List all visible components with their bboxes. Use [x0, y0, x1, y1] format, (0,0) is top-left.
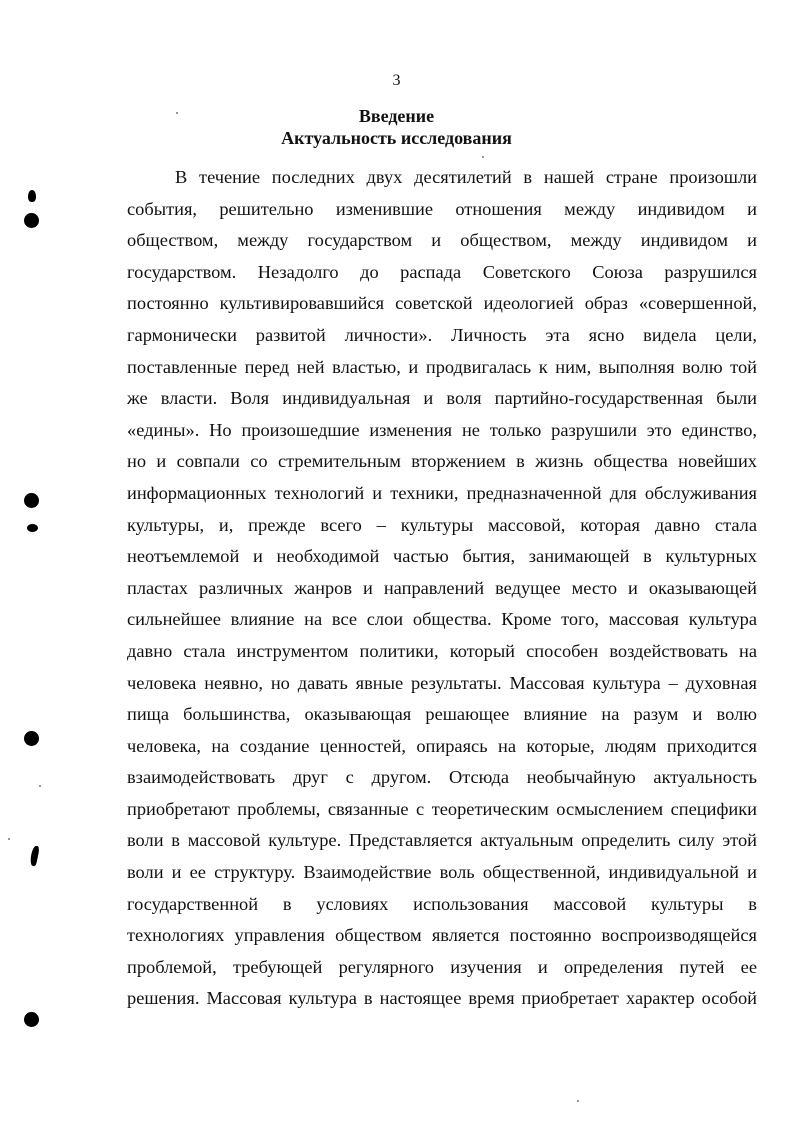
text-line: проблемой, требующей регулярного изучения и определения путей ее: [127, 956, 757, 977]
text-line: постоянно культивировавшийся советской идеологией образ «совершенной,: [127, 293, 757, 314]
punch-hole: [24, 731, 39, 746]
text-line: человека, на создание ценностей, опираясь на которые, людям приходится: [127, 735, 757, 756]
text-line: приобретают проблемы, связанные с теоретическим осмыслением специфики: [127, 798, 757, 819]
text-line: В течение последних двух десятилетий в нашей стране произошли: [175, 167, 757, 187]
punch-hole: [24, 213, 39, 228]
scan-speck: [8, 838, 10, 840]
text-line: воли в массовой культуре. Представляется актуальным определить силу этой: [127, 830, 757, 851]
body-paragraph: [127, 162, 757, 1015]
text-line: культуры, и, прежде всего – культуры массовой, которая давно стала: [127, 514, 757, 535]
text-line: пища большинства, оказывающая решающее влияние на разум и волю: [127, 704, 757, 725]
ink-smudge: [27, 524, 38, 532]
punch-hole: [24, 1012, 39, 1027]
text-line: обществом, между государством и обществом, между индивидом и: [127, 230, 757, 251]
text-line: государственной в условиях использования массовой культуры в: [127, 893, 757, 914]
text-line: сильнейшее влияние на все слои общества. Кроме того, массовая культура: [127, 609, 757, 630]
ink-smudge: [28, 190, 36, 202]
scan-speck: [482, 156, 484, 158]
text-line: гармонически развитой личности». Личность эта ясно видела цели,: [127, 324, 757, 345]
text-line: поставленные перед ней властью, и продвигалась к ним, выполняя волю той: [127, 356, 757, 377]
text-line: государством. Незадолго до распада Советского Союза разрушился: [127, 261, 757, 282]
text-line: пластах различных жанров и направлений ведущее место и оказывающей: [127, 577, 757, 598]
section-subheading: Актуальность исследования: [281, 128, 512, 148]
text-line: неотъемлемой и необходимой частью бытия, занимающей в культурных: [127, 546, 757, 567]
text-line: давно стала инструментом политики, который способен воздействовать на: [127, 640, 757, 661]
text-line: «едины». Но произошедшие изменения не только разрушили это единство,: [127, 419, 757, 440]
text-line: технологиях управления обществом является постоянно воспроизводящейся: [127, 925, 757, 946]
text-line: но и совпали со стремительным вторжением в жизнь общества новейших: [127, 451, 757, 472]
text-line: информационных технологий и техники, предназначенной для обслуживания: [127, 482, 757, 503]
punch-hole: [24, 493, 39, 508]
scan-speck: [577, 1100, 579, 1102]
text-line: человека неявно, но давать явные результаты. Массовая культура – духовная: [127, 672, 757, 693]
scan-speck: [39, 785, 41, 787]
text-line: воли и ее структуру. Взаимодействие воль общественной, индивидуальной и: [127, 862, 757, 883]
text-line: взаимодействовать друг с другом. Отсюда необычайную актуальность: [127, 767, 757, 788]
section-heading: Введение: [358, 106, 435, 126]
page-number: 3: [392, 72, 401, 89]
text-line: же власти. Воля индивидуальная и воля партийно-государственная были: [127, 388, 757, 409]
text-line: решения. Массовая культура в настоящее время приобретает характер особой: [127, 988, 757, 1009]
ink-smudge: [29, 846, 40, 866]
text-line: события, решительно изменившие отношения между индивидом и: [127, 198, 757, 219]
